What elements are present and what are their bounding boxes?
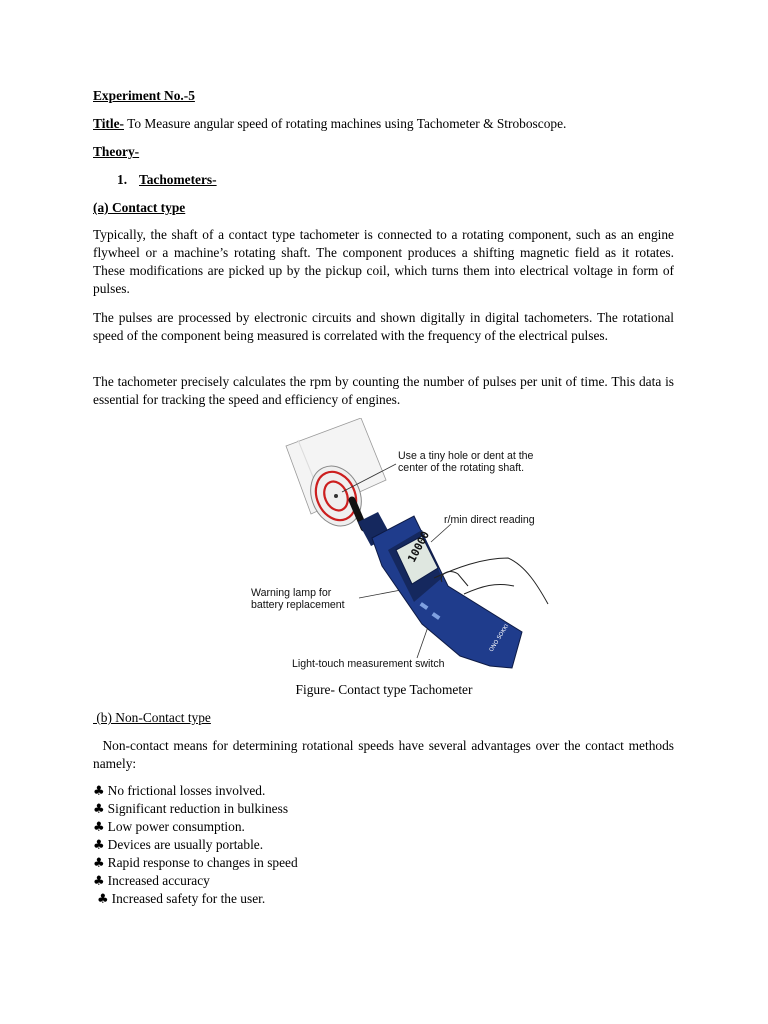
label-hole-line2: center of the rotating shaft. bbox=[398, 462, 525, 474]
tachometer-figure bbox=[246, 418, 556, 674]
list-item bbox=[93, 872, 298, 890]
section-number: 1. bbox=[117, 172, 128, 187]
paragraph-2: The pulses are processed by electronic circuits and shown digitally in digital tachometers. The rotational speed of the component being measured is correlated with the frequency of the electrical pulses. bbox=[93, 310, 674, 343]
label-hole-line1: Use a tiny hole or dent at the bbox=[398, 450, 534, 462]
figure-caption: Figure- Contact type Tachometer bbox=[295, 682, 473, 697]
experiment-heading: Experiment No.-5 bbox=[93, 88, 195, 103]
list-item bbox=[93, 854, 298, 872]
title-text: To Measure angular speed of rotating machines using Tachometer & Stroboscope. bbox=[124, 116, 567, 131]
paragraph-1: Typically, the shaft of a contact type tachometer is connected to a rotating component, such as an engine flywheel or a machine’s rotating shaft. The component produces a shifting magnetic field as it rotates. These modifications are picked up by the pickup coil, which turns them into electrical voltage in form of pulses. bbox=[93, 227, 674, 296]
label-warning-lamp-line1: Warning lamp for bbox=[251, 587, 332, 599]
label-warning-lamp-line2: battery replacement bbox=[251, 599, 345, 611]
section-heading-tachometers: Tachometers- bbox=[139, 172, 217, 187]
club-bullet-icon: ♣ bbox=[93, 802, 105, 817]
lcd-display-reading: 10000 bbox=[405, 529, 433, 565]
non-contact-intro: Non-contact means for determining rotational speeds have several advantages over the contact methods namely: bbox=[93, 738, 678, 771]
list-item bbox=[93, 800, 298, 818]
non-contact-heading: (b) Non-Contact type bbox=[93, 710, 211, 725]
title-line bbox=[93, 115, 566, 133]
label-measurement-switch: Light-touch measurement switch bbox=[292, 658, 445, 670]
list-item-text: Low power consumption. bbox=[107, 819, 245, 834]
list-item bbox=[93, 836, 298, 854]
club-bullet-icon: ♣ bbox=[93, 856, 105, 871]
label-direct-reading: r/min direct reading bbox=[444, 514, 535, 526]
list-item-text: Increased safety for the user. bbox=[111, 891, 266, 906]
list-item bbox=[93, 818, 298, 836]
list-item-text: Increased accuracy bbox=[107, 873, 210, 888]
club-bullet-icon: ♣ bbox=[93, 838, 105, 853]
theory-heading: Theory- bbox=[93, 144, 140, 159]
list-item-text: No frictional losses involved. bbox=[107, 783, 266, 798]
contact-type-heading: (a) Contact type bbox=[93, 200, 186, 215]
list-item-text: Significant reduction in bulkiness bbox=[107, 801, 289, 816]
club-bullet-icon: ♣ bbox=[97, 892, 109, 907]
device-brand: ONO SOKKI bbox=[488, 623, 511, 654]
list-item bbox=[93, 890, 298, 908]
list-item bbox=[93, 782, 298, 800]
advantages-list bbox=[93, 782, 298, 908]
club-bullet-icon: ♣ bbox=[93, 820, 105, 835]
club-bullet-icon: ♣ bbox=[93, 874, 105, 889]
list-item-text: Rapid response to changes in speed bbox=[107, 855, 298, 870]
list-item-text: Devices are usually portable. bbox=[107, 837, 264, 852]
title-label: Title- bbox=[93, 116, 124, 131]
paragraph-3: The tachometer precisely calculates the rpm by counting the number of pulses per unit of time. This data is essential for tracking the speed and efficiency of engines. bbox=[93, 374, 674, 407]
club-bullet-icon: ♣ bbox=[93, 784, 105, 799]
